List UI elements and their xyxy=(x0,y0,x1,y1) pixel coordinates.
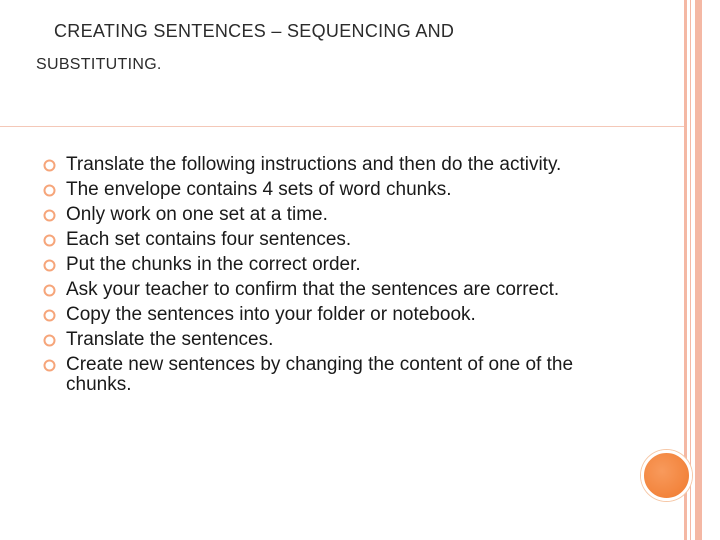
hollow-circle-icon xyxy=(43,309,56,322)
list-item xyxy=(40,180,620,200)
list-item xyxy=(40,330,620,350)
title-line-1: CREATING SENTENCES – SEQUENCING AND xyxy=(54,21,455,41)
list-item xyxy=(40,205,620,225)
instruction-list xyxy=(40,155,620,400)
list-item-text: The envelope contains 4 sets of word chunks. xyxy=(66,179,452,200)
list-item-text: Only work on one set at a time. xyxy=(66,204,328,225)
list-item xyxy=(40,280,620,300)
list-item-text: Translate the following instructions and then do the activity. xyxy=(66,154,562,175)
list-item-text: Create new sentences by changing the content of one of the chunks. xyxy=(66,354,574,395)
list-item xyxy=(40,255,620,275)
list-item xyxy=(40,305,620,325)
decorative-stripe xyxy=(695,0,702,540)
list-item-text: Each set contains four sentences. xyxy=(66,229,352,250)
hollow-circle-icon xyxy=(43,184,56,197)
hollow-circle-icon xyxy=(43,159,56,172)
list-item xyxy=(40,155,620,175)
orange-circle-icon xyxy=(641,450,692,501)
slide-title xyxy=(36,14,636,82)
list-item-text: Translate the sentences. xyxy=(66,329,274,350)
hollow-circle-icon xyxy=(43,284,56,297)
list-item-text: Put the chunks in the correct order. xyxy=(66,254,361,275)
hollow-circle-icon xyxy=(43,209,56,222)
hollow-circle-icon xyxy=(43,259,56,272)
hollow-circle-icon xyxy=(43,334,56,347)
list-item xyxy=(40,230,620,250)
list-item-text: Copy the sentences into your folder or notebook. xyxy=(66,304,476,325)
title-line-2: SUBSTITUTING. xyxy=(36,56,162,73)
hollow-circle-icon xyxy=(43,359,56,372)
decorative-stripe xyxy=(690,0,691,540)
hollow-circle-icon xyxy=(43,234,56,247)
title-divider xyxy=(0,126,684,127)
list-item xyxy=(40,355,620,395)
list-item-text: Ask your teacher to confirm that the sentences are correct. xyxy=(66,279,560,300)
title-area xyxy=(0,0,684,120)
